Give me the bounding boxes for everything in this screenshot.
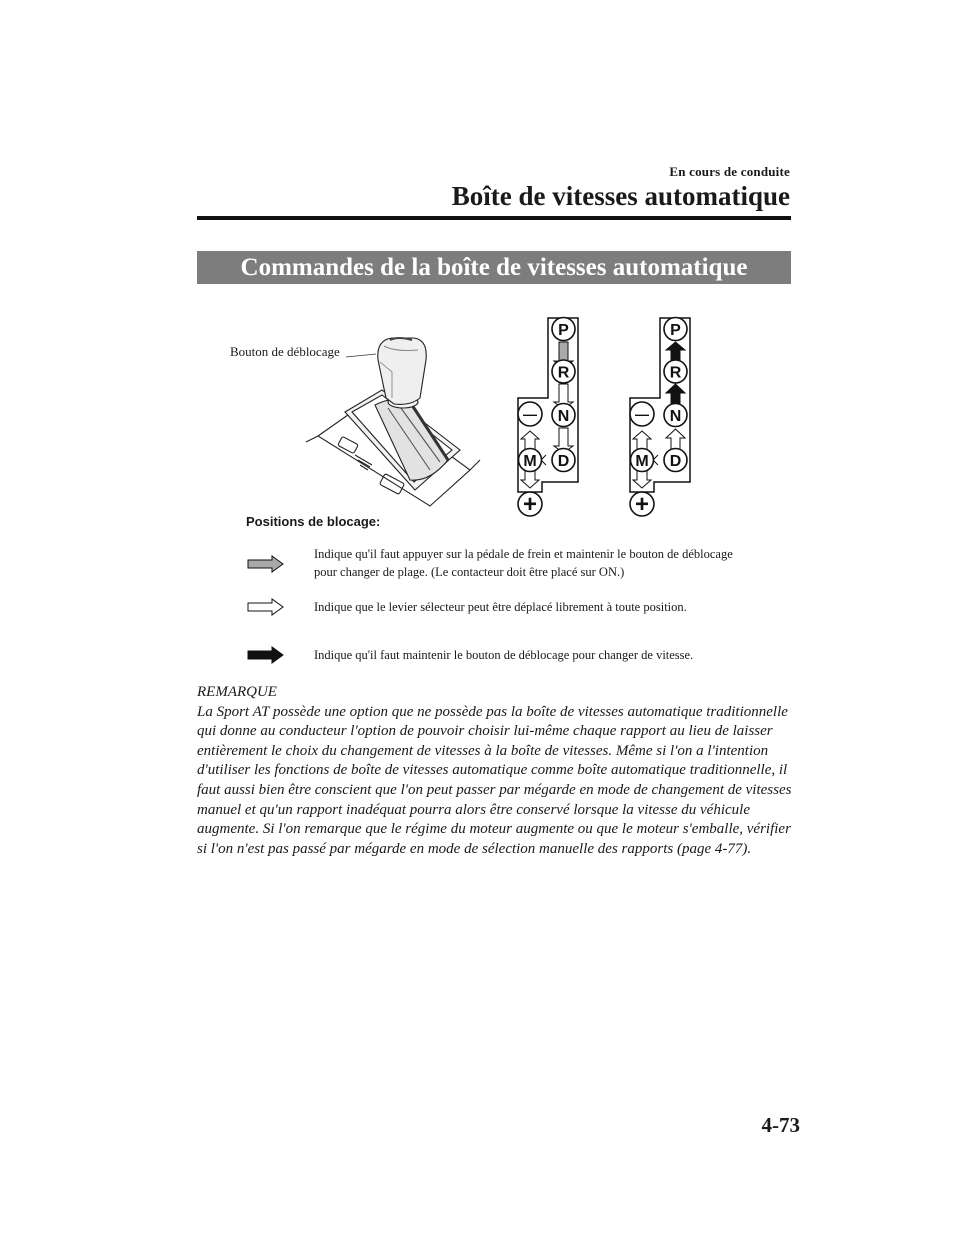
gate2-r-label: R: [669, 364, 682, 382]
gate1-plus-label: +: [522, 491, 538, 518]
chapter-title: Boîte de vitesses automatique: [451, 181, 790, 211]
gate1-r-label: R: [557, 364, 570, 382]
gate2-minus-label: —: [635, 406, 649, 422]
gate2-n-label: N: [669, 408, 682, 425]
callout-line: [346, 354, 376, 357]
note-body: La Sport AT possède une option que ne possède pas la boîte de vitesses automatique traditionnelle qui donne au conducteur l'option de pouvoir choisir lui-même chaque rapport au lieu de laisser entièrement le choix du changement de vitesses à la boîte de vitesses. Même si l'on a l'intention d'utiliser les fonctions de boîte de vitesses automatique comme boîte automatique traditionnelle, il faut aussi bien être conscient que l'on peut passer par mégarde en mode de changement de vitesses manuel et qu'un rapport inadéquat pourra alors être conservé lorsque la vitesse du véhicule augmente. Si l'on remarque que le régime du moteur augmente ou que le moteur s'emballe, vérifier si l'on n'est pas passé par mégarde en mode de sélection manuelle des rapports (page 4-77).: [197, 703, 792, 857]
shift-lever-drawing: [306, 338, 480, 506]
gate1-n-label: N: [557, 408, 570, 425]
legend-text-gray: Indique qu'il faut appuyer sur la pédale de frein et maintenir le bouton de déblocage pour changer de plage. (Le contacteur doit être placé sur ON.): [314, 547, 733, 579]
legend-text-outline: Indique que le levier sélecteur peut être déplacé librement à toute position.: [314, 600, 687, 614]
positions-title: Positions de blocage:: [246, 514, 381, 529]
gray-arrow-icon: [246, 554, 286, 574]
section-label: En cours de conduite: [669, 164, 790, 179]
gate1-minus-label: —: [523, 406, 537, 422]
page-number: 4-73: [761, 1113, 800, 1137]
gate1-m-label: M: [523, 453, 537, 470]
note-block: [197, 683, 797, 859]
gate1-p-label: P: [558, 322, 569, 339]
release-button-label: Bouton de déblocage: [230, 344, 340, 359]
gate2-m-label: M: [635, 453, 649, 470]
outline-arrow-icon: [246, 597, 286, 617]
gate2-d-label: D: [669, 453, 682, 470]
gate1-d-label: D: [557, 453, 570, 470]
note-title: REMARQUE: [197, 684, 277, 700]
gate2-p-label: P: [670, 322, 681, 339]
gate2-plus-label: +: [634, 491, 650, 518]
black-arrow-icon: [246, 645, 286, 665]
legend-text-black: Indique qu'il faut maintenir le bouton de déblocage pour changer de vitesse.: [314, 648, 694, 662]
section-banner: Commandes de la boîte de vitesses automatique: [197, 251, 791, 284]
